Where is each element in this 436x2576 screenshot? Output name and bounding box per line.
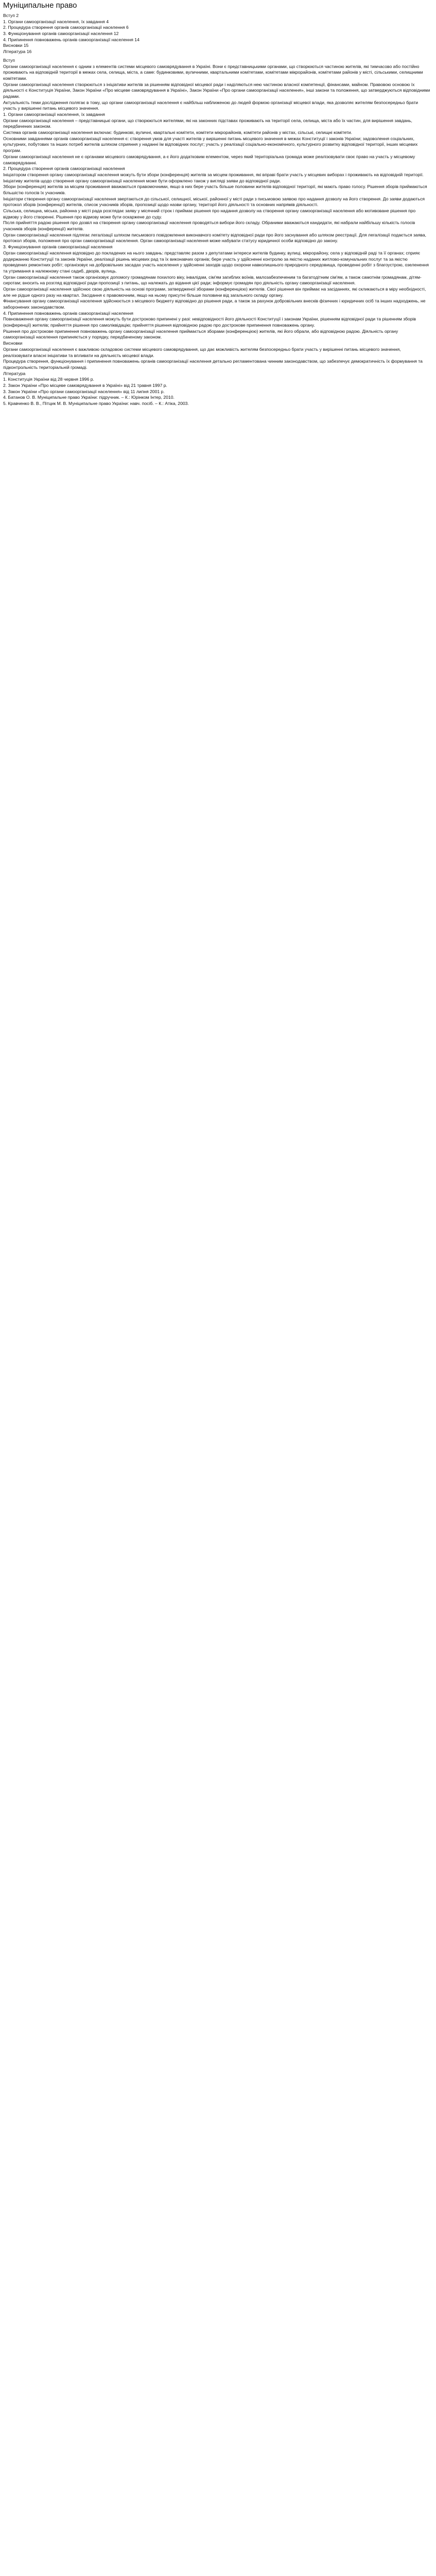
section-heading: 2. Процедура створення органів самоорганізації населення (3, 166, 125, 172)
conclusions-section (3, 341, 431, 370)
paragraph: Ініціатори створення органу самоорганізації населення звертаються до сільської, селищної, міської, районної у місті ради з письмовою заявою про надання дозволу на його створення. До заяви додаються протокол зборів (конференції) жителів, список учасників зборів, пропозиції щодо назви органу, території його діяльності та основних напрямів діяльності. (3, 196, 425, 208)
paragraph: Збори (конференція) жителів за місцем проживання вважаються правомочними, якщо в них бере участь більше половини жителів відповідної території, які мають право голосу. Рішення зборів приймаються більшістю голосів їх учасників. (3, 184, 427, 195)
paragraph: Сільська, селищна, міська, районна у місті рада розглядає заяву у місячний строк і приймає рішення про надання дозволу на створення органу самоорганізації населення або мотивоване рішення про відмову у його створенні. Рішення про відмову може бути оскаржене до суду. (3, 208, 416, 219)
reference-item: 4. Батанов О. В. Муніципальне право України: підручник. – К.: Юрінком Інтер, 2010. (3, 395, 175, 400)
section (3, 166, 431, 244)
references-heading: Література (3, 370, 26, 376)
paragraph: Фінансування органу самоорганізації населення здійснюється з місцевого бюджету відповідно до рішення ради, а також за рахунок добровільних внесків фізичних і юридичних осіб та інших надходжень, не заборонених законодавством. (3, 298, 426, 310)
section (3, 112, 431, 166)
toc-item: 3. Функціонування органів самоорганізації населення 12 (3, 31, 119, 37)
document (0, 0, 432, 411)
paragraph: Орган самоорганізації населення відповідно до покладених на нього завдань: представляє разом з депутатами інтереси жителів будинку, вулиці, мікрорайону, села у відповідній раді та її органах; сприяє додержанню Конституції та законів України, реалізації рішень місцевих рад та їх виконавчих органів; бере участь у здійсненні контролю за якістю наданих житлово-комунальних послуг та за якістю проведених ремонтних робіт; організовує на добровільних засадах участь населення у здійсненні заходів щодо охорони навколишнього природного середовища, проведенні робіт з благоустрою, озеленення та утримання в належному стані садиб, дворів, вулиць. (3, 250, 429, 274)
section-heading: 1. Органи самоорганізації населення, їх завдання (3, 112, 105, 117)
reference-item: 5. Кравченко В. В., Пітцик М. В. Муніципальне право України: навч. посіб. – К.: Атіка, 2003. (3, 401, 189, 406)
paragraph: Після прийняття радою рішення про дозвіл на створення органу самоорганізації населення проводяться вибори його складу. Обраними вважаються кандидати, які набрали найбільшу кількість голосів учасників зборів (конференції) жителів. (3, 220, 415, 232)
reference-item: 1. Конституція України від 28 червня 1996 р. (3, 377, 94, 382)
paragraph: Актуальність теми дослідження полягає в тому, що органи самоорганізації населення є найбільш наближеною до людей формою організації місцевої влади, яка дозволяє жителям безпосередньо брати участь у вирішенні питань місцевого значення. (3, 99, 418, 111)
paragraph: Рішення про дострокове припинення повноважень органу самоорганізації населення приймається зборами (конференцією) жителів, які його обрали, або відповідною радою. Діяльність органу самоорганізації населення припиняється у порядку, передбаченому законом. (3, 328, 398, 340)
conclusions-heading: Висновки (3, 341, 23, 346)
conclusions-body (3, 347, 431, 371)
toc-item: Література 16 (3, 49, 32, 55)
references-section (3, 371, 431, 407)
paragraph: Ініціатором створення органу самоорганізації населення можуть бути збори (конференція) жителів за місцем проживання, які вправі брати участь у місцевих виборах і проживають на відповідній території. Ініціативу жителів щодо створення органу самоорганізації населення може бути оформлено також у вигляді заяви до відповідної ради. (3, 172, 424, 183)
paragraph: Орган самоорганізації населення здійснює свою діяльність на основі програми, затвердженої зборами (конференцією) жителів. Свої рішення він приймає на засіданнях, які скликаються в міру необхідності, але не рідше одного разу на квартал. Засідання є правомочним, якщо на ньому присутні більше половини від загального складу органу. (3, 286, 426, 298)
sections (3, 112, 431, 341)
reference-item: 2. Закон України «Про місцеве самоврядування в Україні» від 21 травня 1997 р. (3, 382, 167, 388)
paragraph: Повноваження органу самоорганізації населення можуть бути достроково припинені у разі: невідповідності його діяльності Конституції і законам України, рішенням відповідної ради та рішенням зборів (конференції) жителів; прийняття рішення про самоліквідацію; прийняття рішення відповідною радою про дострокове припинення повноважень органу. (3, 316, 416, 328)
references-list (3, 377, 431, 406)
section-heading: 3. Функціонування органів самоорганізації населення (3, 244, 113, 250)
toc-item: 4. Припинення повноважень органів самоорганізації населення 14 (3, 37, 139, 42)
paragraph: Основними завданнями органів самоорганізації населення є: створення умов для участі жителів у вирішенні питань місцевого значення в межах Конституції і законів України; задоволення соціальних, культурних, побутових та інших потреб жителів шляхом сприяння у наданні їм відповідних послуг; участь у реалізації соціально-економічного, культурного розвитку відповідної території, інших місцевих програм. (3, 135, 418, 154)
reference-item: 3. Закон України «Про органи самоорганізації населення» від 11 липня 2001 р. (3, 388, 165, 394)
section (3, 244, 431, 311)
toc-item: 1. Органи самоорганізації населення, їх завдання 4 (3, 19, 109, 24)
intro-heading: Вступ (3, 57, 15, 63)
paragraph: Органи самоорганізації населення створюються з ініціативи жителів за рішенням відповідної місцевої ради і наділяються нею частиною власної компетенції, фінансами, майном. Правовою основою їх діяльності є Конституція України, Закон України «Про місцеве самоврядування в Україні», Закон України «Про органи самоорганізації населення», інші закони та положення, що затверджуються відповідними радами. (3, 81, 430, 99)
toc-item: Висновки 15 (3, 43, 29, 48)
paragraph: Система органів самоорганізації населення включає: будинкові, вуличні, квартальні комітети, комітети мікрорайонів, комітети районів у містах, сільські, селищні комітети. (3, 130, 352, 135)
table-of-contents (3, 13, 431, 55)
toc-item: 2. Процедура створення органів самоорганізації населення 6 (3, 25, 129, 30)
section-heading: 4. Припинення повноважень органів самоорганізації населення (3, 310, 133, 316)
paragraph: Орган самоорганізації населення підлягає легалізації шляхом письмового повідомлення виконавчого комітету відповідної ради про його заснування або шляхом реєстрації. Для легалізації подається заява, протокол зборів, положення про орган самоорганізації населення. Орган самоорганізації населення може набувати статусу юридичної особи відповідно до закону. (3, 232, 427, 244)
section (3, 311, 431, 341)
paragraph: Процедура створення, функціонування і припинення повноважень органів самоорганізації населення детально регламентована чинним законодавством, що забезпечує демократичність їх формування та підконтрольність територіальній громаді. (3, 359, 423, 370)
paragraph: Органи самоорганізації населення є важливою складовою системи місцевого самоврядування, що дає можливість жителям безпосередньо брати участь у вирішенні питань місцевого значення, реалізовувати власні ініціативи та впливати на діяльність місцевої влади. (3, 346, 401, 358)
toc-item: Вступ 2 (3, 13, 19, 18)
intro-section (3, 58, 431, 112)
paragraph: Органи самоорганізації населення не є органами місцевого самоврядування, а є його додатковим елементом, через який територіальна громада може реалізовувати своє право на участь у місцевому самоврядуванні. (3, 154, 415, 165)
intro-body (3, 64, 431, 112)
paragraph: Орган самоорганізації населення також організовує допомогу громадянам похилого віку, інвалідам, сім'ям загиблих воїнів, малозабезпеченим та багатодітним сім'ям, а також самотнім громадянам, дітям-сиротам; вносить на розгляд відповідної ради пропозиції з питань, що належать до відання цієї ради; інформує громадян про діяльність органу самоорганізації населення. (3, 274, 422, 286)
paragraph: Органи самоорганізації населення є одним з елементів системи місцевого самоврядування в Україні. Вони є представницькими органами, що створюються частиною жителів, які тимчасово або постійно проживають на відповідній території в межах села, селища, міста, а саме: будинковими, вуличними, квартальними комітетами, комітетами мікрорайонів, комітетами районів у місті, сільськими, селищними комітетами. (3, 63, 423, 81)
document-title: Муніципальне право (3, 1, 77, 10)
paragraph: Органи самоорганізації населення – представницькі органи, що створюються жителями, які на законних підставах проживають на території села, селища, міста або їх частин, для вирішення завдань, передбачених законом. (3, 117, 412, 129)
